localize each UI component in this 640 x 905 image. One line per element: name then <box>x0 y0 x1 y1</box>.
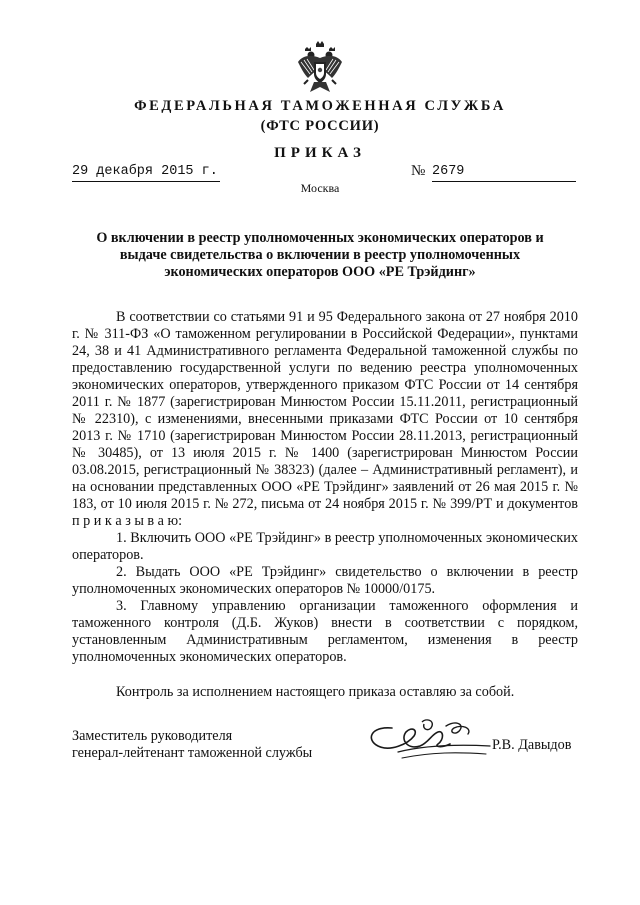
signatory-position <box>72 728 312 762</box>
order-item-3: 3. Главному управлению организации таможенного оформления и таможенного контроля (Д.Б. Жуков) внести в соответствии с порядком, установленным Административным регламентом, изменения в реестр уполномоченных экономических операторов. <box>72 598 578 665</box>
order-item-1: 1. Включить ООО «РЕ Трэйдинг» в реестр уполномоченных экономических операторов. <box>72 530 578 563</box>
coat-of-arms-icon <box>296 40 344 94</box>
document-body <box>72 309 578 701</box>
control-paragraph: Контроль за исполнением настоящего приказа оставляю за собой. <box>116 684 515 700</box>
signatory-position-line-2: генерал-лейтенант таможенной службы <box>72 745 313 761</box>
document-title: О включении в реестр уполномоченных экономических операторов и выдаче свидетельства о включении в реестр уполномоченных экономических операторов ООО «РЕ Трэйдинг» <box>96 230 544 280</box>
order-item-2: 2. Выдать ООО «РЕ Трэйдинг» свидетельство о включении в реестр уполномоченных экономических операторов № 10000/0175. <box>72 564 578 597</box>
signatory-name: Р.В. Давыдов <box>492 737 572 753</box>
document-type: ПРИКАЗ <box>274 145 366 161</box>
document-date: 29 декабря 2015 г. <box>72 164 220 182</box>
signatory-position-line-1: Заместитель руководителя <box>72 728 233 744</box>
document-number: 2679 <box>432 164 576 182</box>
document-city: Москва <box>300 181 340 195</box>
agency-short-name: (ФТС РОССИИ) <box>260 118 380 134</box>
order-word: п р и к а з ы в а ю: <box>72 513 183 529</box>
handwritten-signature <box>362 716 492 764</box>
number-sign: № <box>411 163 426 179</box>
agency-name: ФЕДЕРАЛЬНАЯ ТАМОЖЕННАЯ СЛУЖБА <box>134 98 506 114</box>
preamble-text: В соответствии со статьями 91 и 95 Федерального закона от 27 ноября 2010 г. № 311-ФЗ «О таможенном регулировании в Российской Федерации», пунктами 24, 38 и 41 Административного регламента Федеральной таможенной службы по предоставлению государственной услуги по ведению реестра уполномоченных экономических операторов, утвержденного приказом ФТС России от 14 сентября 2011 г. № 1877 (зарегистрирован Минюстом России 15.11.2011, регистрационный № 22310), с изменениями, внесенными приказами ФТС России от 10 сентября 2013 г. № 1710 (зарегистрирован Минюстом России 28.11.2013, регистрационный № 30485), от 13 июля 2015 г. № 1400 (зарегистрирован Минюстом России 03.08.2015, регистрационный № 38323) (далее – Административный регламент), и на основании представленных ООО «РЕ Трэйдинг» заявлений от 26 мая 2015 г. № 183, от 10 июля 2015 г. № 272, письма от 24 ноября 2015 г. № 399/РТ и документов <box>72 309 578 512</box>
preamble-paragraph <box>72 309 578 530</box>
